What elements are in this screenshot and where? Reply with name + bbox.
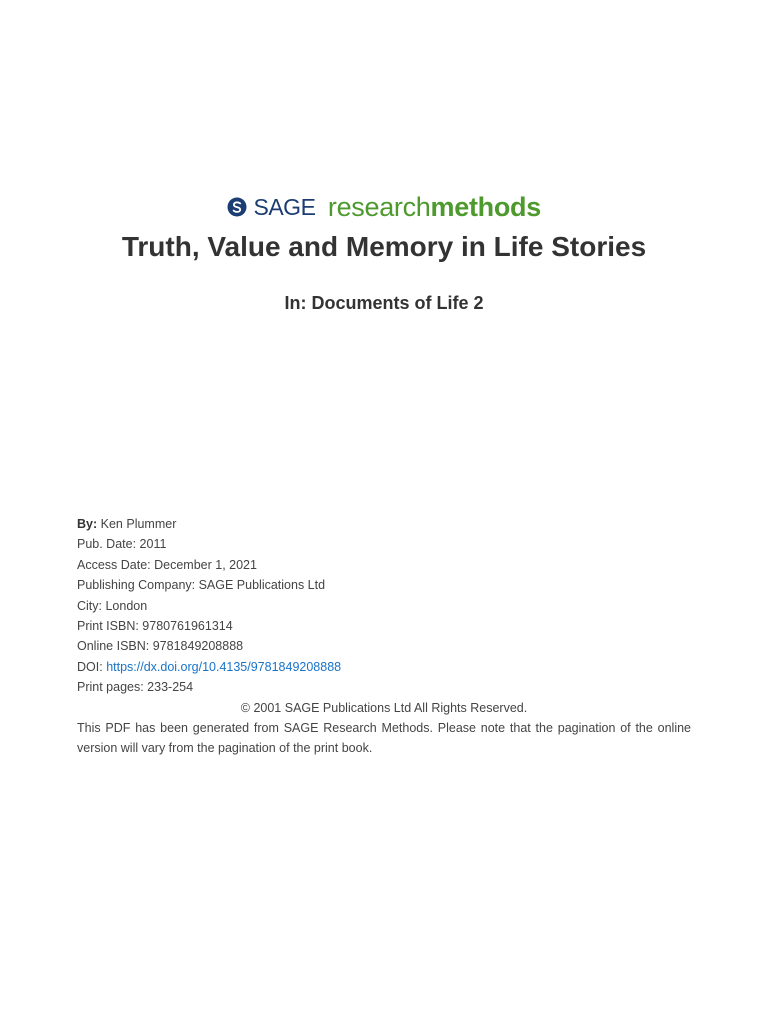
- author-line: [77, 514, 691, 534]
- doi-link[interactable]: https://dx.doi.org/10.4135/9781849208888: [106, 659, 342, 674]
- copyright-notice: © 2001 SAGE Publications Ltd All Rights Reserved.: [240, 700, 528, 715]
- print-pages: Print pages: 233-254: [77, 680, 194, 695]
- access-date: Access Date: December 1, 2021: [77, 557, 257, 572]
- citation-metadata: [77, 514, 691, 759]
- document-title: Truth, Value and Memory in Life Stories: [121, 231, 647, 262]
- author-label: By:: [77, 517, 98, 531]
- online-isbn: Online ISBN: 9781849208888: [77, 639, 244, 654]
- doi-label: DOI:: [77, 659, 103, 674]
- sage-logo-icon: [227, 197, 247, 217]
- logo-brand-text: SAGE: [253, 194, 316, 220]
- pub-date: Pub. Date: 2011: [77, 537, 167, 552]
- logo-methods-text: methods: [430, 192, 541, 222]
- pdf-generation-notice: This PDF has been generated from SAGE Research Methods. Please note that the pagination of the online version will vary from the pagination of the print book.: [77, 721, 691, 756]
- document-subtitle: In: Documents of Life 2: [284, 293, 484, 313]
- publishing-company: Publishing Company: SAGE Publications Ltd: [77, 578, 326, 593]
- author-name: Ken Plummer: [100, 517, 177, 531]
- doi-line: [77, 657, 691, 677]
- sage-research-methods-logo: [0, 192, 768, 222]
- logo-research-text: research: [327, 192, 431, 222]
- city: City: London: [77, 598, 148, 613]
- print-isbn: Print ISBN: 9780761961314: [77, 619, 233, 634]
